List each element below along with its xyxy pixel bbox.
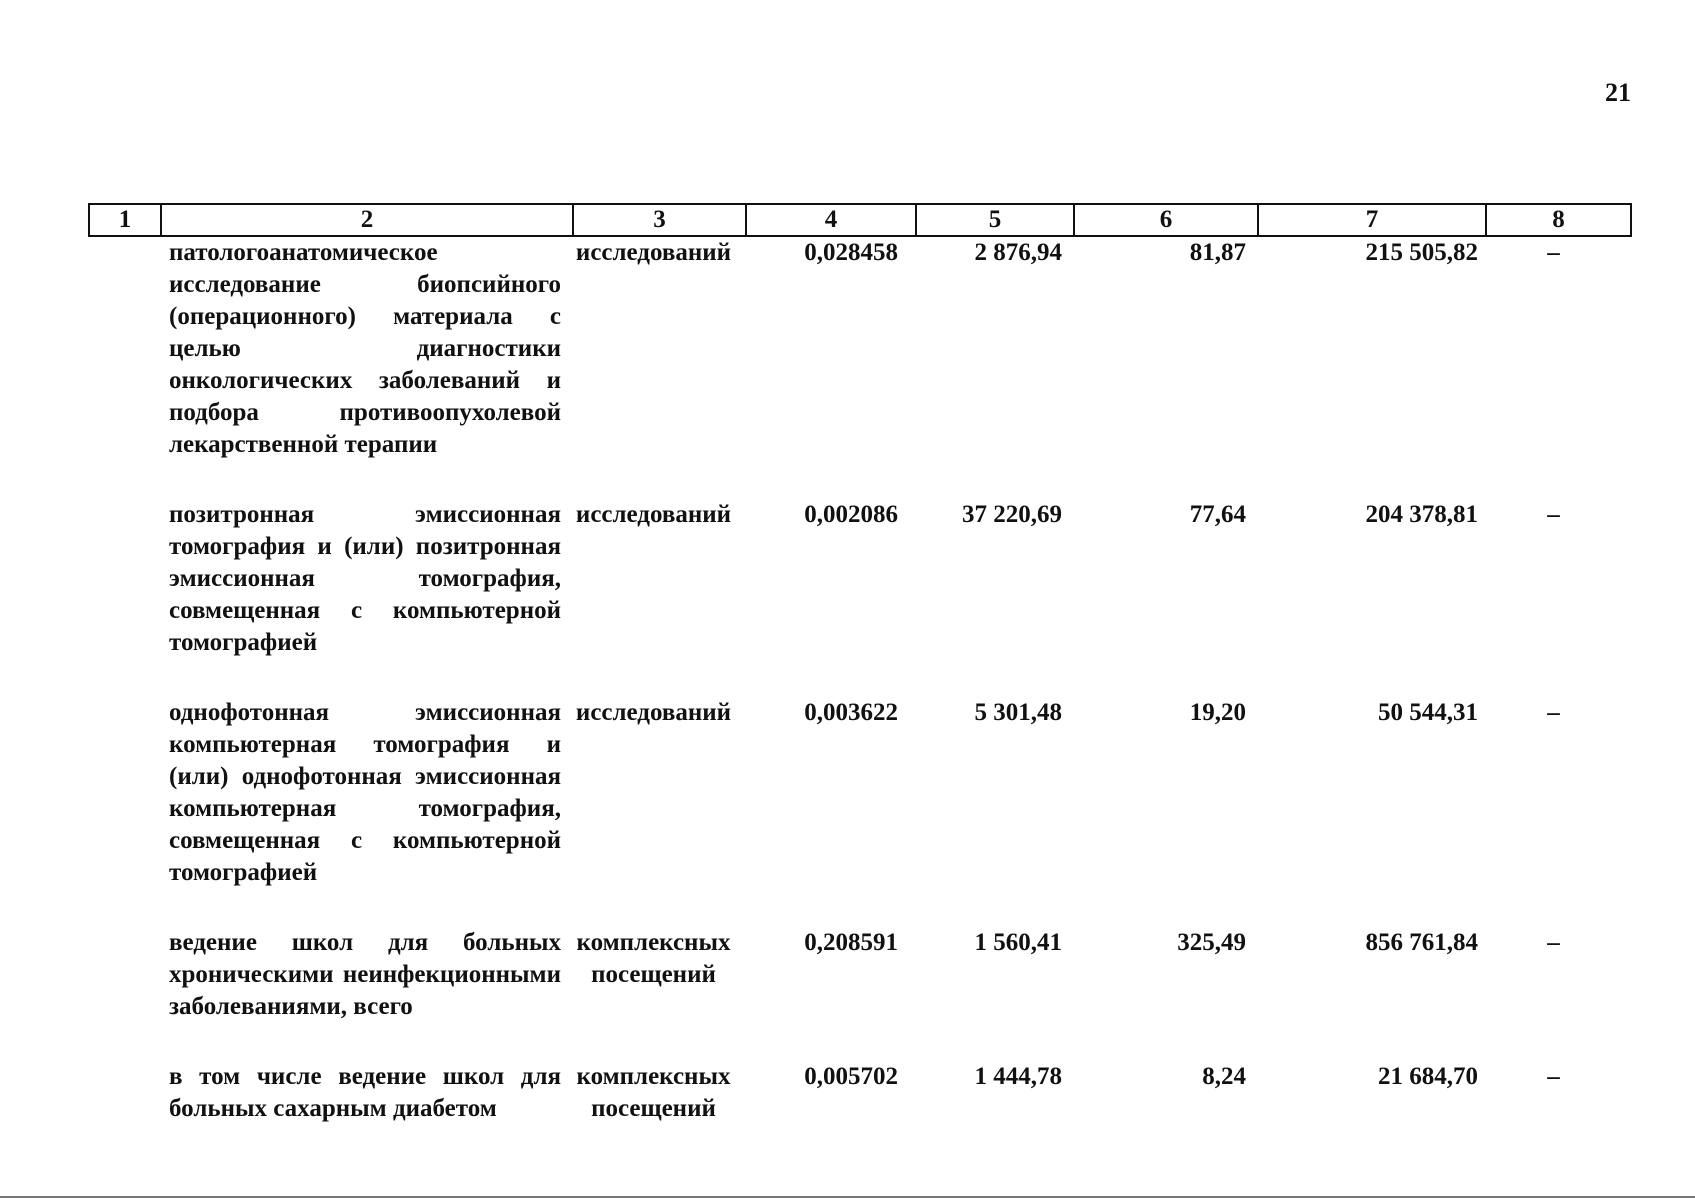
row-name: ведение школ для больных хроническими неинфекционными заболеваниями, всего xyxy=(169,929,561,1020)
row-col-1 xyxy=(89,236,161,499)
table-row xyxy=(89,236,1631,499)
row-col-7: 50 544,31 xyxy=(1378,699,1478,726)
header-col-8: 8 xyxy=(1486,204,1631,236)
row-unit: исследований xyxy=(575,699,732,726)
table-body xyxy=(89,236,1631,1163)
row-col-8: – xyxy=(1547,929,1560,956)
row-col-6: 19,20 xyxy=(1189,699,1246,726)
row-name: патологоанатомическое исследование биопсийного (операционного) материала с целью диагностики онкологических заболеваний и подбора противоопухолевой лекарственной терапии xyxy=(169,239,561,458)
row-col-8: – xyxy=(1547,1063,1560,1090)
row-col-4: 0,002086 xyxy=(804,501,898,528)
table-row xyxy=(89,697,1631,927)
table-header xyxy=(89,204,1631,236)
row-col-4: 0,208591 xyxy=(804,929,898,956)
row-col-8: – xyxy=(1547,239,1560,266)
row-col-1 xyxy=(89,927,161,1061)
row-col-6: 8,24 xyxy=(1202,1063,1246,1090)
row-name: однофотонная эмиссионная компьютерная томография и (или) однофотонная эмиссионная компьютерная томография, совмещенная с компьютерной томографией xyxy=(169,699,561,886)
row-col-7: 204 378,81 xyxy=(1365,501,1478,528)
row-unit: исследований xyxy=(575,501,732,528)
row-col-6: 325,49 xyxy=(1177,929,1246,956)
row-col-4: 0,005702 xyxy=(804,1063,898,1090)
row-col-5: 1 444,78 xyxy=(974,1063,1062,1090)
row-col-5: 5 301,48 xyxy=(974,699,1062,726)
row-col-7: 215 505,82 xyxy=(1365,239,1478,266)
row-unit: комплексных посещений xyxy=(576,929,731,988)
row-col-5: 37 220,69 xyxy=(962,501,1062,528)
table-row xyxy=(89,1061,1631,1163)
row-col-1 xyxy=(89,499,161,697)
header-col-2: 2 xyxy=(161,204,573,236)
data-table xyxy=(88,203,1632,1163)
row-col-6: 81,87 xyxy=(1189,239,1246,266)
row-col-1 xyxy=(89,1061,161,1163)
table-row xyxy=(89,927,1631,1061)
header-col-4: 4 xyxy=(746,204,916,236)
header-col-1: 1 xyxy=(89,204,161,236)
page-bottom-rule xyxy=(0,1196,1695,1198)
row-col-4: 0,003622 xyxy=(804,699,898,726)
row-col-4: 0,028458 xyxy=(804,239,898,266)
page-number: 21 xyxy=(1605,78,1631,107)
row-unit: исследований xyxy=(575,239,732,266)
row-col-6: 77,64 xyxy=(1189,501,1246,528)
row-name: в том числе ведение школ для больных сахарным диабетом xyxy=(169,1063,561,1122)
header-col-5: 5 xyxy=(916,204,1074,236)
header-row xyxy=(89,204,1631,236)
row-col-7: 21 684,70 xyxy=(1378,1063,1478,1090)
row-unit: комплексных посещений xyxy=(576,1063,731,1122)
header-col-6: 6 xyxy=(1074,204,1258,236)
header-col-7: 7 xyxy=(1258,204,1486,236)
row-name: позитронная эмиссионная томография и (или) позитронная эмиссионная томография, совмещенная с компьютерной томографией xyxy=(169,501,561,656)
row-col-7: 856 761,84 xyxy=(1365,929,1478,956)
row-col-5: 2 876,94 xyxy=(974,239,1062,266)
row-col-5: 1 560,41 xyxy=(974,929,1062,956)
header-col-3: 3 xyxy=(573,204,746,236)
row-col-8: – xyxy=(1547,699,1560,726)
table-row xyxy=(89,499,1631,697)
row-col-8: – xyxy=(1547,501,1560,528)
row-col-1 xyxy=(89,697,161,927)
